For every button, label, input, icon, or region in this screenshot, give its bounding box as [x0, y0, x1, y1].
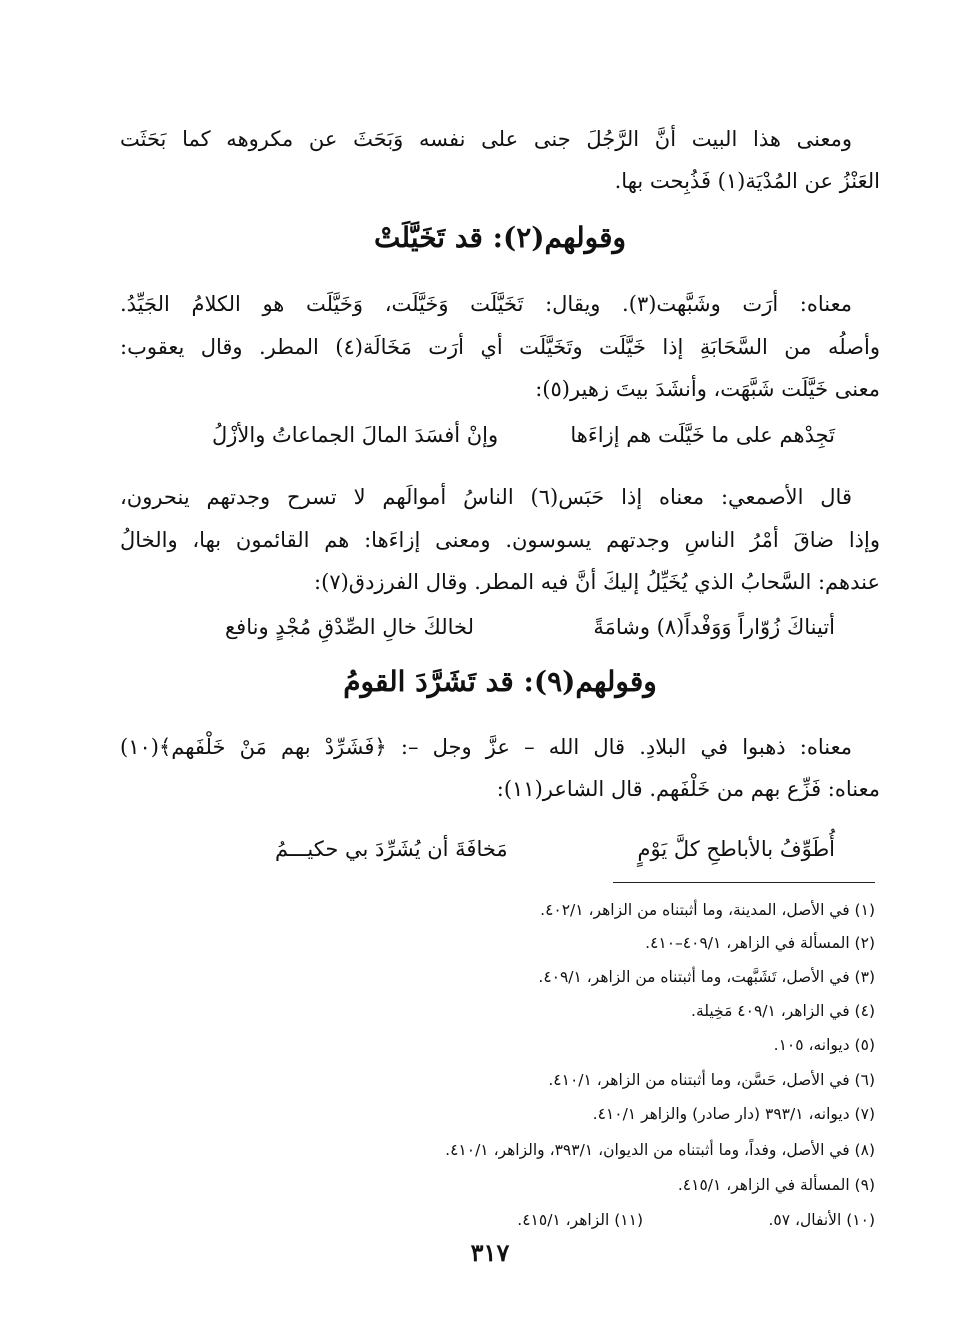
verse-3-first-hemistich: أُطَوِّفُ بالأباطحِ كلَّ يَوْمٍ — [637, 837, 835, 861]
section-heading-tasharrada: وقولهم(٩): قد تَشَرَّدَ القومُ — [343, 665, 657, 698]
footnote-8: (٨) في الأصل، وفداً، وما أثبتناه من الديوان، ٣٩٣/١، والزاهر، ٤١٠/١. — [445, 1141, 875, 1159]
paragraph-3-line-1: قال الأصمعي: معناه إذا حَبَس(٦) الناسُ أموالَهم لا تسرح وجدتهم ينحرون، — [120, 485, 852, 509]
footnote-3: (٣) في الأصل، تَشَبَّهت، وما أثبتناه من الزاهر، ٤٠٩/١. — [538, 968, 875, 986]
footnote-5: (٥) ديوانه، ١٠٥. — [773, 1036, 875, 1054]
verse-3-second-hemistich: مَخافَةَ أن يُشَرِّدَ بي حكيـــمُ — [275, 837, 508, 861]
verse-2-first-hemistich: أتيناكَ زُوّاراً وَوَفْداً(٨) وشامَةً — [593, 615, 835, 639]
footnote-9: (٩) المسألة في الزاهر، ٤١٥/١. — [677, 1176, 875, 1194]
footnote-7: (٧) ديوانه، ٣٩٣/١ (دار صادر) والزاهر ٤١٠/١. — [592, 1105, 875, 1123]
paragraph-2-line-1: معناه: أرَت وشَبَّهت(٣). ويقال: تَخَيَّلَت وَخَيَّلَت، وَخَيَّلَت هو الكلامُ الجَيِّدُ. — [120, 292, 852, 316]
paragraph-4-line-1: معناه: ذهبوا في البلادِ. قال الله – عزَّ وجل –: ﴿فَشَرِّدْ بهم مَنْ خَلْفَهم﴾(١٠) — [120, 735, 852, 759]
footnote-separator — [613, 882, 875, 883]
footnote-6: (٦) في الأصل، حَسَّن، وما أثبتناه من الزاهر، ٤١٠/١. — [548, 1071, 875, 1089]
paragraph-2-line-3: معنى خَيَّلَت شَبَّهَت، وأنشَدَ بيتَ زهير(٥): — [535, 377, 880, 401]
footnote-1: (١) في الأصل، المدينة، وما أثبتناه من الزاهر، ٤٠٢/١. — [540, 901, 875, 919]
verse-1-second-hemistich: وإنْ أفسَدَ المالَ الجماعاتُ والأزْلُ — [212, 423, 499, 447]
paragraph-2-line-2: وأصلُه من السَّحَابَةِ إذا خَيَّلَت وتَخَيَّلَت أي أرَت مَخَالَة(٤) المطر. وقال يعقوب: — [120, 335, 880, 359]
paragraph-3-line-2: وإذا ضاقَ أمْرُ الناسِ وجدتهم يسوسون. ومعنى إزاءَها: هم القائمون بها، والخالُ — [120, 528, 880, 552]
section-heading-takhayyalat: وقولهم(٢): قد تَخَيَّلَتْ — [374, 221, 626, 254]
verse-1-first-hemistich: تَجِدْهم على ما خَيَّلَت هم إزاءَها — [570, 423, 835, 447]
verse-2-second-hemistich: لخالكَ خالِ الصِّدْقِ مُجْدٍ ونافع — [225, 615, 474, 639]
footnote-11: (١١) الزاهر، ٤١٥/١. — [517, 1211, 643, 1229]
paragraph-1-line-2: العَنْزُ عن المُدْيَة(١) فَذُبِحت بها. — [614, 169, 880, 193]
footnote-10: (١٠) الأنفال، ٥٧. — [768, 1211, 875, 1229]
paragraph-4-line-2: معناه: فَزِّع بهم من خَلْفَهم. قال الشاعر(١١): — [496, 777, 880, 801]
page-number: ٣١٧ — [470, 1238, 510, 1267]
footnote-2: (٢) المسألة في الزاهر، ٤٠٩/١–٤١٠. — [645, 934, 875, 952]
footnote-4: (٤) في الزاهر، ٤٠٩/١ مَخِيلة. — [691, 1002, 875, 1020]
paragraph-3-line-3: عندهم: السَّحابُ الذي يُخَيِّلُ إليكَ أنَّ فيه المطر. وقال الفرزدق(٧): — [314, 570, 880, 594]
paragraph-1-line-1: ومعنى هذا البيت أنَّ الرَّجُلَ جنى على نفسه وَبَحَثَ عن مكروهه كما بَحَثَت — [120, 127, 852, 151]
